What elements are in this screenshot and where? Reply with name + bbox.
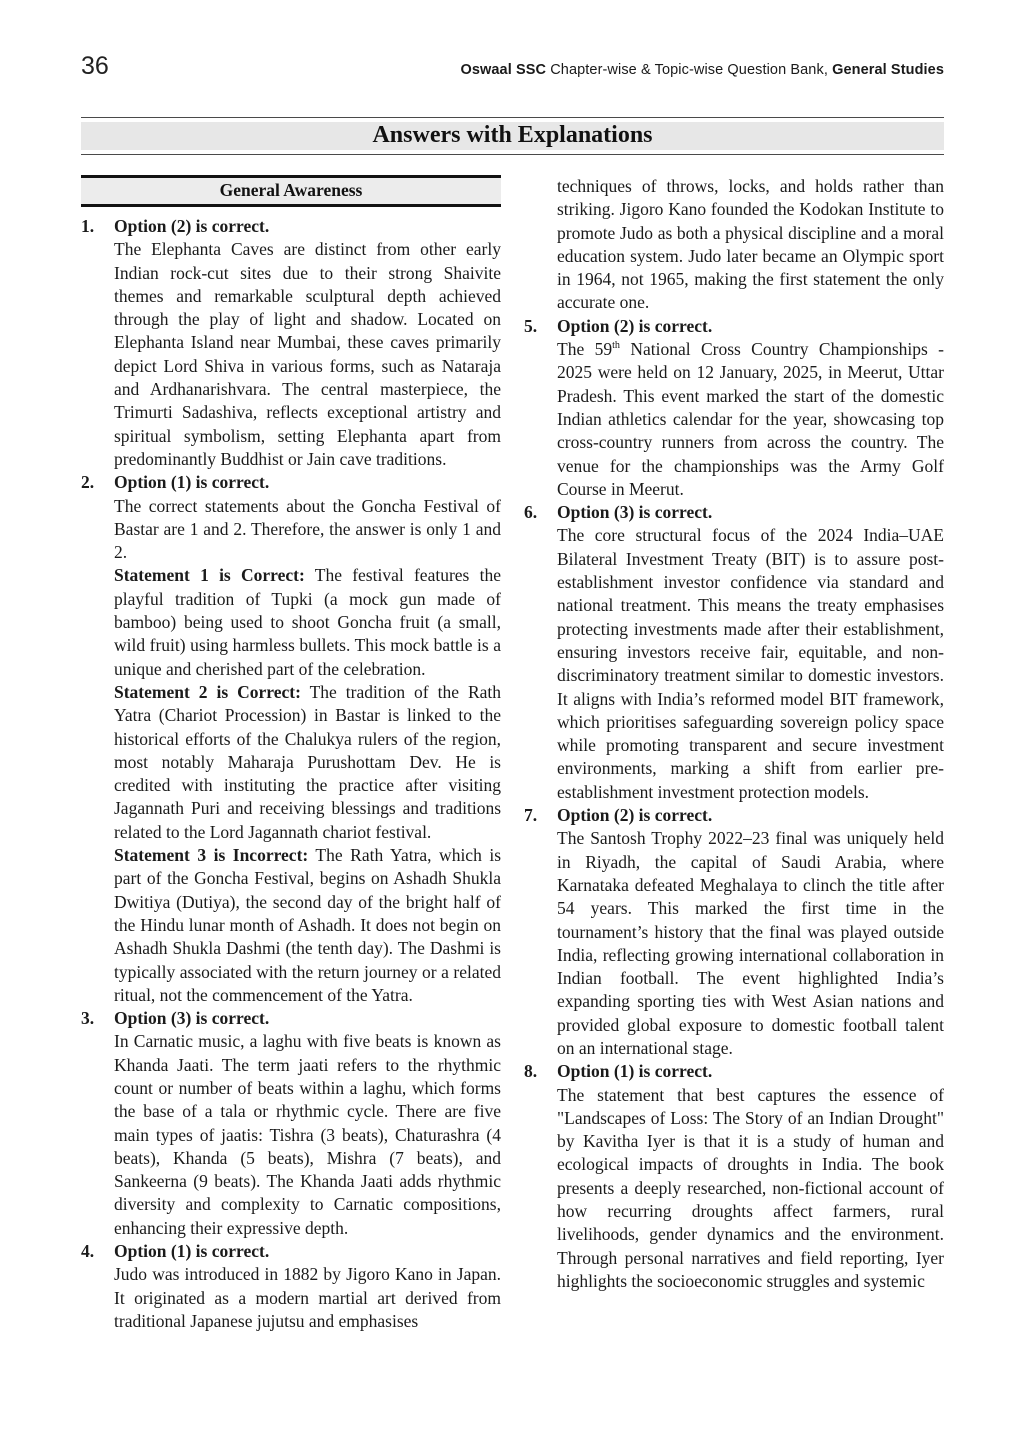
statement-2-paragraph [114, 681, 501, 844]
explanation-paragraph [557, 338, 944, 501]
explanation-paragraph: The correct statements about the Goncha Festival of Bastar are 1 and 2. Therefore, the answer is only 1 and 2. [114, 495, 501, 563]
option-heading: Option (1) is correct. [557, 1061, 713, 1082]
item-body [557, 315, 944, 501]
answer-item-7 [524, 804, 944, 1060]
banner-rule-top [81, 117, 944, 118]
item-body [557, 1060, 944, 1293]
answers-banner [81, 117, 944, 155]
option-heading: Option (1) is correct. [114, 1241, 270, 1262]
answer-item-3 [81, 1007, 501, 1240]
statement-3-label: Statement 3 is Incorrect: [114, 845, 309, 866]
left-column [81, 175, 501, 1333]
header-subject: General Studies [832, 62, 944, 78]
explanation-paragraph: The Elephanta Caves are distinct from other early Indian rock-cut sites due to their strong Shaivite themes and remarkable sculptural depth achieved through the play of light and shadow. Located on Elephanta Island near Mumbai, these caves primarily depict Lord Shiva in various forms, such as Nataraja and Ardhanarishvara. The central masterpiece, the Trimurti Sadashiva, reflects exceptional artistry and spiritual symbolism, setting Elephanta apart from predominantly Buddhist or Jain cave traditions. [114, 239, 501, 469]
item-number: 8. [524, 1061, 538, 1082]
item-number: 2. [81, 472, 95, 493]
statement-1-text: The festival features the playful tradition of Tupki (a mock gun made of bamboo) being used to shoot Goncha fruit (a small, wild fruit) using harmless bullets. This mock battle is a unique and cherished part of the celebration. [114, 565, 501, 679]
item-number: 4. [81, 1241, 95, 1262]
page-number: 36 [81, 52, 109, 80]
item-body [557, 501, 944, 804]
answer-item-8 [524, 1060, 944, 1293]
answer-item-2 [81, 471, 501, 1007]
option-heading: Option (2) is correct. [557, 315, 713, 336]
text-after-superscript: National Cross Country Championships - 2025 were held on 12 January, 2025, in Meerut, Uttar Pradesh. This event marked the start of the domestic Indian athletics calendar for the year, showcasing top cross-country runners from across the country. The venue for the championships was the Army Golf Course in Meerut. [557, 339, 944, 499]
option-heading: Option (2) is correct. [557, 805, 713, 826]
banner-rule-bottom [81, 154, 944, 155]
item-body [114, 1240, 501, 1333]
explanation-paragraph: Judo was introduced in 1882 by Jigoro Kano in Japan. It originated as a modern martial art derived from traditional Japanese jujutsu and emphasises [114, 1264, 501, 1331]
header-brand: Oswaal SSC [460, 62, 547, 78]
item-body [114, 1007, 501, 1240]
header-middle-text: Chapter-wise & Topic-wise Question Bank, [546, 62, 833, 78]
item-body [557, 804, 944, 1060]
statement-1-label: Statement 1 is Correct: [114, 565, 305, 586]
statement-2-label: Statement 2 is Correct: [114, 681, 301, 702]
statement-3-text: The Rath Yatra, which is part of the Goncha Festival, begins on Ashadh Shukla Dwitiya (Dutiya), the second day of the bright half of the Hindu lunar month of Ashadh. It does not begin on Ashadh Shukla Dashmi (the tenth day). The Dashmi is typically associated with the return journey or a related ritual, not the commencement of the Yatra. [114, 845, 502, 1005]
item-number: 7. [524, 805, 538, 826]
option-heading: Option (2) is correct. [114, 216, 270, 236]
answer-item-4 [81, 1240, 501, 1333]
ordinal-superscript: th [612, 340, 620, 352]
running-header [460, 62, 944, 78]
right-column [524, 175, 944, 1333]
answer-item-6 [524, 501, 944, 804]
item-number: 5. [524, 315, 538, 336]
answer-4-continuation-paragraph: techniques of throws, locks, and holds rather than striking. Jigoro Kano founded the Kodokan Institute to promote Judo as both a physical discipline and a moral education system. Judo later became an Olympic sport in 1964, not 1965, making the first statement the only accurate one. [557, 176, 944, 313]
item-body [114, 471, 501, 1007]
banner-title: Answers with Explanations [81, 122, 944, 150]
section-heading-general-awareness: General Awareness [81, 175, 501, 207]
statement-1-paragraph [114, 564, 501, 680]
answer-item-1 [81, 215, 501, 471]
explanation-paragraph: The Santosh Trophy 2022–23 final was uniquely held in Riyadh, the capital of Saudi Arabia, where Karnataka defeated Meghalaya to clinch the title after 54 years. This marked the first time in the tournament’s history that the final was played outside India, reflecting growing international collaboration in Indian football. The event highlighted India’s expanding sporting ties with West Asian nations and provided global exposure to domestic football talent on an international stage. [557, 828, 944, 1058]
item-number: 6. [524, 502, 538, 523]
explanation-paragraph: The core structural focus of the 2024 India–UAE Bilateral Investment Treaty (BIT) is to assure post-establishment investor confidence via standard and national treatment. This means the treaty emphasises protecting investments made after their establishment, ensuring investors receive fair, equitable, and non-discriminatory treatment similar to domestic investors. It aligns with India’s reformed model BIT framework, which prioritises safeguarding sovereign policy space while promoting transparent and secure investment environments, marking a shift from earlier pre-establishment investment protection models. [557, 525, 944, 802]
item-body [114, 215, 501, 471]
answer-item-5 [524, 315, 944, 501]
option-heading: Option (3) is correct. [114, 1008, 270, 1029]
running-header-row [81, 52, 944, 81]
two-column-layout [81, 175, 944, 1333]
explanation-paragraph: The statement that best captures the essence of "Landscapes of Loss: The Story of an Indian Drought" by Kavitha Iyer is that it is a study of human and ecological impacts of droughts in India. The book presents a deeply researched, non-fictional account of how recurring droughts affect farmers, rural livelihoods, gender dynamics and the environment. Through personal narratives and field reporting, Iyer highlights the socioeconomic struggles and systemic [557, 1084, 944, 1291]
item-number: 3. [81, 1008, 95, 1029]
explanation-paragraph: In Carnatic music, a laghu with five beats is known as Khanda Jaati. The term jaati refers to the rhythmic count or number of beats within a laghu, which forms the base of a tala or rhythmic cycle. There are five main types of jaatis: Tishra (3 beats), Chaturashra (4 beats), Khanda (5 beats), Mishra (7 beats), and Sankeerna (9 beats). The Khanda Jaati adds rhythmic diversity and complexity to Carnatic compositions, enhancing their expressive depth. [114, 1031, 501, 1238]
option-heading: Option (3) is correct. [557, 502, 713, 523]
item-number: 1. [81, 216, 95, 236]
option-heading: Option (1) is correct. [114, 472, 270, 493]
statement-3-paragraph [114, 844, 501, 1007]
text-before-superscript: The 59 [557, 339, 613, 360]
statement-2-text: The tradition of the Rath Yatra (Chariot Procession) in Bastar is linked to the historical efforts of the Chalukya rulers of the region, most notably Maharaja Purushottam Dev. He is credited with instituting the practice after visiting Jagannath Puri and receiving blessings and traditions related to the Lord Jagannath chariot festival. [114, 681, 501, 842]
